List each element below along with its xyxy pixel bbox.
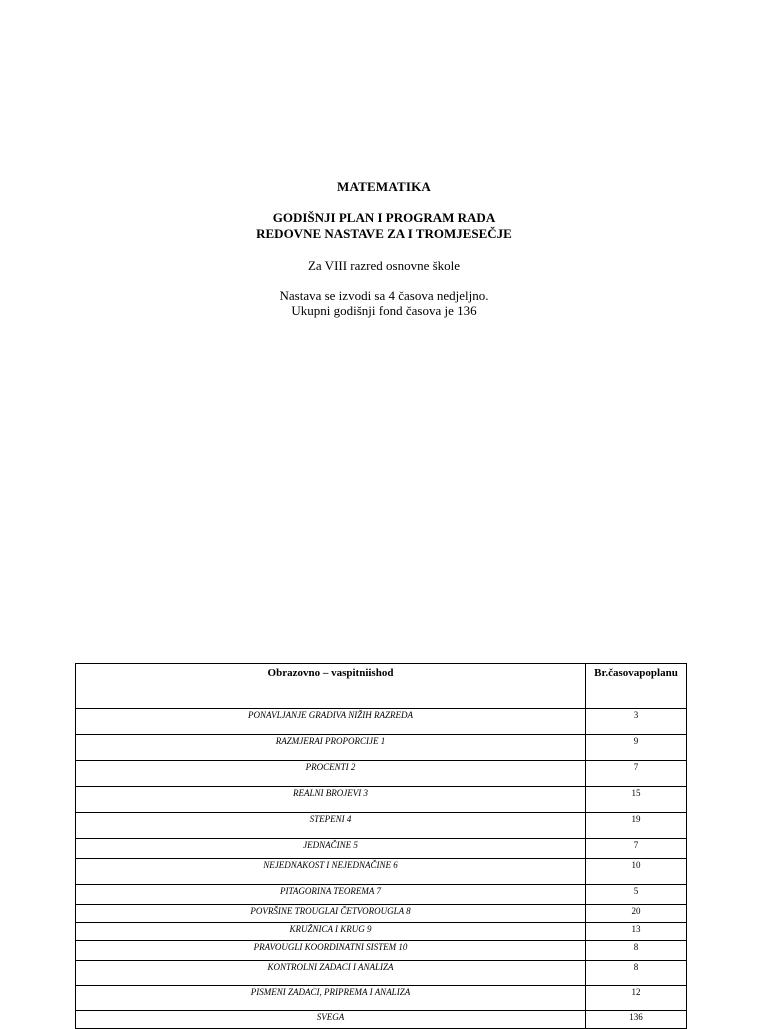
row-hours: 3 bbox=[586, 709, 687, 735]
row-name: PROCENTI 2 bbox=[76, 761, 586, 787]
table-row bbox=[76, 813, 687, 839]
row-name: JEDNAČINE 5 bbox=[76, 839, 586, 859]
row-hours-total: 136 bbox=[586, 1011, 687, 1029]
row-hours: 5 bbox=[586, 885, 687, 905]
row-hours: 8 bbox=[586, 961, 687, 986]
table-row bbox=[76, 941, 687, 961]
row-name: KONTROLNI ZADACI I ANALIZA bbox=[76, 961, 586, 986]
plan-heading bbox=[0, 210, 768, 242]
table-row bbox=[76, 787, 687, 813]
plan-heading-line-1: GODIŠNJI PLAN I PROGRAM RADA bbox=[272, 210, 496, 225]
lesson-info-line-2: Ukupni godišnji fond časova je 136 bbox=[291, 303, 477, 318]
row-name: PONAVLJANJE GRADIVA NIŽIH RAZREDA bbox=[76, 709, 586, 735]
header-outcome: Obrazovno – vaspitniishod bbox=[76, 664, 586, 709]
row-name: REALNI BROJEVI 3 bbox=[76, 787, 586, 813]
row-name: KRUŽNICA I KRUG 9 bbox=[76, 923, 586, 941]
table-row bbox=[76, 923, 687, 941]
row-name-total: SVEGA bbox=[76, 1011, 586, 1029]
row-name: NEJEDNAKOST I NEJEDNAČINE 6 bbox=[76, 859, 586, 885]
row-hours: 7 bbox=[586, 839, 687, 859]
row-name: PITAGORINA TEOREMA 7 bbox=[76, 885, 586, 905]
row-hours: 13 bbox=[586, 923, 687, 941]
table-row bbox=[76, 859, 687, 885]
plan-table bbox=[75, 663, 687, 1029]
row-hours: 19 bbox=[586, 813, 687, 839]
row-hours: 8 bbox=[586, 941, 687, 961]
row-hours: 12 bbox=[586, 986, 687, 1011]
row-name: POVRŠINE TROUGLAI ČETVOROUGLA 8 bbox=[76, 905, 586, 923]
table-row bbox=[76, 885, 687, 905]
plan-heading-line-2: REDOVNE NASTAVE ZA I TROMJESEČJE bbox=[256, 226, 512, 241]
row-name: PRAVOUGLI KOORDINATNI SISTEM 10 bbox=[76, 941, 586, 961]
row-name: STEPENI 4 bbox=[76, 813, 586, 839]
table-row bbox=[76, 735, 687, 761]
row-name: PISMENI ZADACI, PRIPREMA I ANALIZA bbox=[76, 986, 586, 1011]
row-hours: 20 bbox=[586, 905, 687, 923]
table-row bbox=[76, 986, 687, 1011]
table-row bbox=[76, 839, 687, 859]
row-name: RAZMJERAI PROPORCIJE 1 bbox=[76, 735, 586, 761]
row-hours: 10 bbox=[586, 859, 687, 885]
row-hours: 15 bbox=[586, 787, 687, 813]
table-row-total bbox=[76, 1011, 687, 1029]
lesson-info bbox=[0, 288, 768, 318]
header-hours: Br.časovapoplanu bbox=[586, 664, 687, 709]
lesson-info-line-1: Nastava se izvodi sa 4 časova nedjeljno. bbox=[279, 288, 489, 303]
document-title: MATEMATIKA bbox=[337, 179, 431, 194]
row-hours: 7 bbox=[586, 761, 687, 787]
row-hours: 9 bbox=[586, 735, 687, 761]
table-row bbox=[76, 709, 687, 735]
table-row bbox=[76, 761, 687, 787]
table-row bbox=[76, 905, 687, 923]
grade-line: Za VIII razred osnovne škole bbox=[307, 258, 461, 273]
table-row bbox=[76, 961, 687, 986]
